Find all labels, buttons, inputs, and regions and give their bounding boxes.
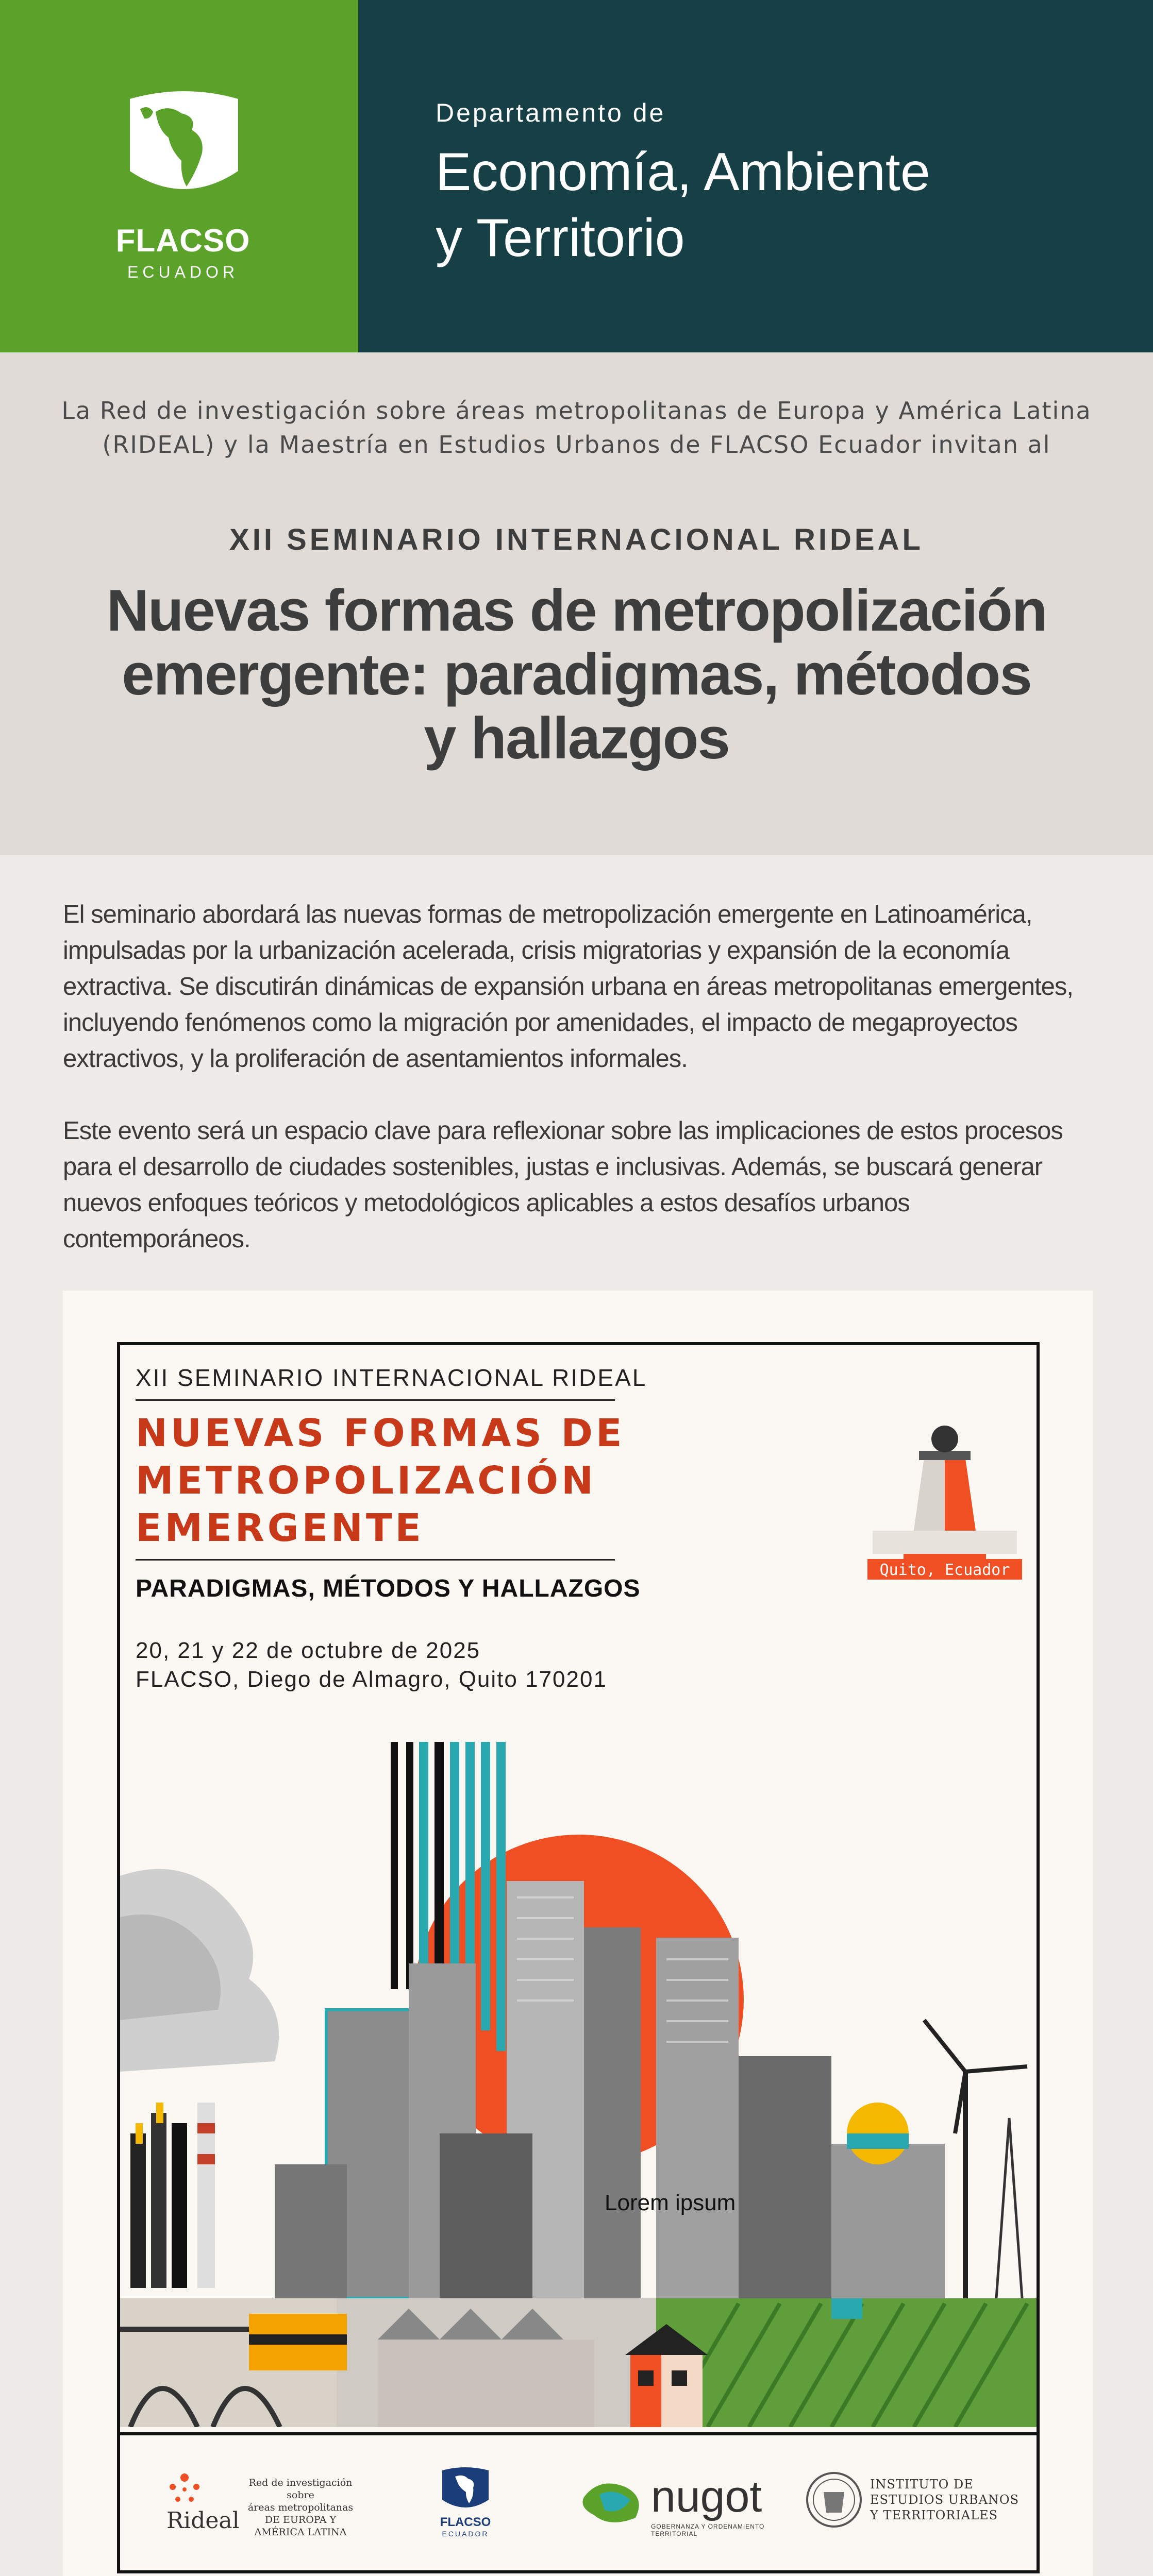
- description: [63, 896, 1094, 1293]
- mitad-del-mundo-monument-icon: [867, 1412, 1022, 1582]
- event-poster: [63, 1291, 1093, 2576]
- poster-title: [136, 1410, 625, 1552]
- rideal-desc-line: áreas metropolitanas: [247, 2502, 354, 2513]
- intro-band: [0, 352, 1153, 855]
- flacso-name: FLACSO: [115, 223, 250, 259]
- poster-title-line3: EMERGENTE: [136, 1506, 424, 1550]
- poster-date-place: [136, 1636, 607, 1694]
- monument-label: Quito, Ecuador: [879, 1561, 1010, 1579]
- rideal-dots-icon: [166, 2471, 203, 2507]
- poster-divider: [136, 1399, 615, 1401]
- instituto-line: Y TERRITORIALES: [870, 2508, 998, 2522]
- rideal-name: Rideal: [166, 2507, 240, 2534]
- nugot-name: nugot: [651, 2472, 762, 2521]
- poster-tag: XII SEMINARIO INTERNACIONAL RIDEAL: [136, 1364, 647, 1391]
- poster-place: FLACSO, Diego de Almagro, Quito 170201: [136, 1667, 607, 1692]
- poster-placeholder-text: Lorem ipsum: [605, 2190, 736, 2215]
- nugot-leaf-icon: [579, 2471, 651, 2528]
- rideal-desc-line: DE EUROPA Y: [264, 2514, 337, 2526]
- flacso-logo-block: [0, 0, 358, 352]
- description-paragraph2: Este evento será un espacio clave para reflexionar sobre las implicaciones de estos procesos para el desarrollo de ciudades sostenibles, justas e inclusivas. Además, se buscará generar nuevos enfoques teóricos y metodológicos aplicables a estos desafíos urbanos contemporáneos.: [63, 1117, 1063, 1253]
- poster-divider: [136, 1559, 615, 1561]
- flacso-small-shield-icon: [437, 2466, 494, 2513]
- title-line1: Nuevas formas de metropolización: [106, 578, 1047, 643]
- poster-title-line2: METROPOLIZACIÓN: [136, 1459, 596, 1503]
- partner-logos: [120, 2432, 1037, 2570]
- title-line3: y hallazgos: [424, 706, 729, 771]
- description-paragraph1: El seminario abordará las nuevas formas de metropolización emergente en Latinoamérica, impulsadas por la urbanización acelerada, crisis migratorias y expansión de la economía extractiva. Se discutirán dinámicas de expansión urbana en áreas metropolitanas emergentes, incluyendo fenómenos como la migración por amenidades, el impacto de megaproyectos extractivos, y la proliferación de asentamientos informales.: [63, 901, 1073, 1073]
- poster-date: 20, 21 y 22 de octubre de 2025: [136, 1638, 481, 1663]
- poster-subtitle: PARADIGMAS, MÉTODOS Y HALLAZGOS: [136, 1575, 641, 1602]
- flacso-small-country: ECUADOR: [442, 2530, 489, 2538]
- flacso-country: ECUADOR: [127, 263, 239, 281]
- flacso-map-logo-icon: [120, 89, 248, 207]
- flacso-small-logo: [435, 2466, 496, 2538]
- university-seal-icon: [806, 2466, 862, 2533]
- instituto-line: INSTITUTO DE: [870, 2477, 974, 2492]
- urban-collage-illustration: [120, 1742, 1037, 2427]
- instituto-line: ESTUDIOS URBANOS: [870, 2493, 1020, 2507]
- department-title-line1: Economía, Ambiente: [436, 142, 930, 202]
- department-title-line2: y Territorio: [436, 208, 685, 268]
- flacso-small-name: FLACSO: [440, 2515, 491, 2529]
- title-line2: emergente: paradigmas, métodos: [122, 642, 1031, 707]
- invitation-line2: (RIDEAL) y la Maestría en Estudios Urbanos de FLACSO Ecuador invitan al: [102, 431, 1051, 459]
- invitation-line1: La Red de investigación sobre áreas metropolitanas de Europa y América Latina: [61, 397, 1092, 425]
- page-title: [103, 579, 1050, 771]
- department-label: Departamento de: [436, 98, 666, 127]
- rideal-description: [233, 2477, 367, 2538]
- rideal-desc-line: Red de investigación sobre: [248, 2477, 353, 2501]
- rideal-desc-line: AMÉRICA LATINA: [254, 2527, 347, 2538]
- seminar-tag: XII SEMINARIO INTERNACIONAL RIDEAL: [229, 523, 924, 556]
- instituto-name: [870, 2477, 1019, 2523]
- invitation-text: [52, 394, 1101, 462]
- header: [0, 0, 1153, 352]
- nugot-subtitle: GOBERNANZA Y ORDENAMIENTO TERRITORIAL: [651, 2523, 765, 2537]
- poster-title-line1: NUEVAS FORMAS DE: [136, 1411, 625, 1455]
- poster-frame: [117, 1342, 1040, 2573]
- department-title: [436, 139, 930, 271]
